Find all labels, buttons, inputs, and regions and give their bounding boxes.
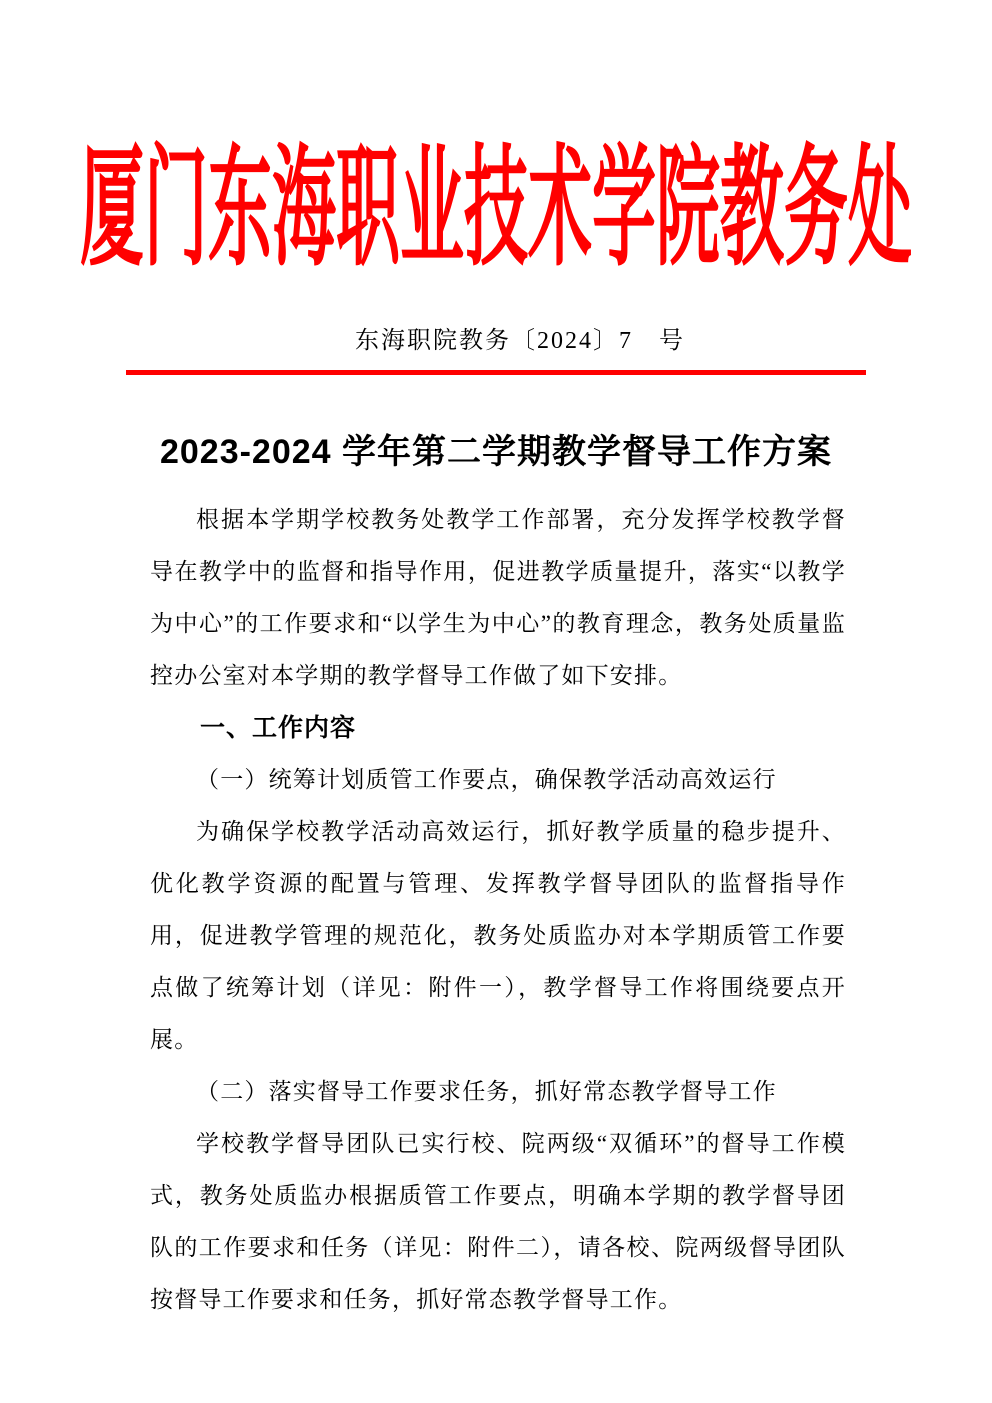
paragraph: 为确保学校教学活动高效运行，抓好教学质量的稳步提升、优化教学资源的配置与管理、发挥教学督导团队的监督指导作用，促进教学管理的规范化，教务处质监办对本学期质管工作要点做了统筹计划（详见：附件一），教学督导工作将围绕要点开展。	[150, 819, 846, 1052]
paragraph: 学校教学督导团队已实行校、院两级“双循环”的督导工作模式，教务处质监办根据质管工作要点，明确本学期的教学督导团队的工作要求和任务（详见：附件二），请各校、院两级督导团队按督导工作要求和任务，抓好常态教学督导工作。	[150, 1131, 846, 1312]
paragraph: 根据本学期学校教务处教学工作部署，充分发挥学校教学督导在教学中的监督和指导作用，促进教学质量提升，落实“以教学为中心”的工作要求和“以学生为中心”的教育理念，教务处质量监控办公室对本学期的教学督导工作做了如下安排。	[150, 507, 846, 688]
doc-number: 东海职院教务〔2024〕7 号	[355, 328, 685, 354]
letterhead	[0, 136, 992, 282]
red-divider-line	[126, 370, 866, 375]
sub-heading: （一）统筹计划质管工作要点，确保教学活动高效运行	[196, 767, 777, 792]
document-body	[150, 494, 846, 1326]
letterhead-title: 厦门东海职业技术学院教务处	[80, 136, 912, 282]
section-heading: 一、工作内容	[200, 714, 357, 742]
document-title: 2023-2024 学年第二学期教学督导工作方案	[159, 433, 833, 471]
sub-heading: （二）落实督导工作要求任务，抓好常态教学督导工作	[196, 1079, 777, 1104]
